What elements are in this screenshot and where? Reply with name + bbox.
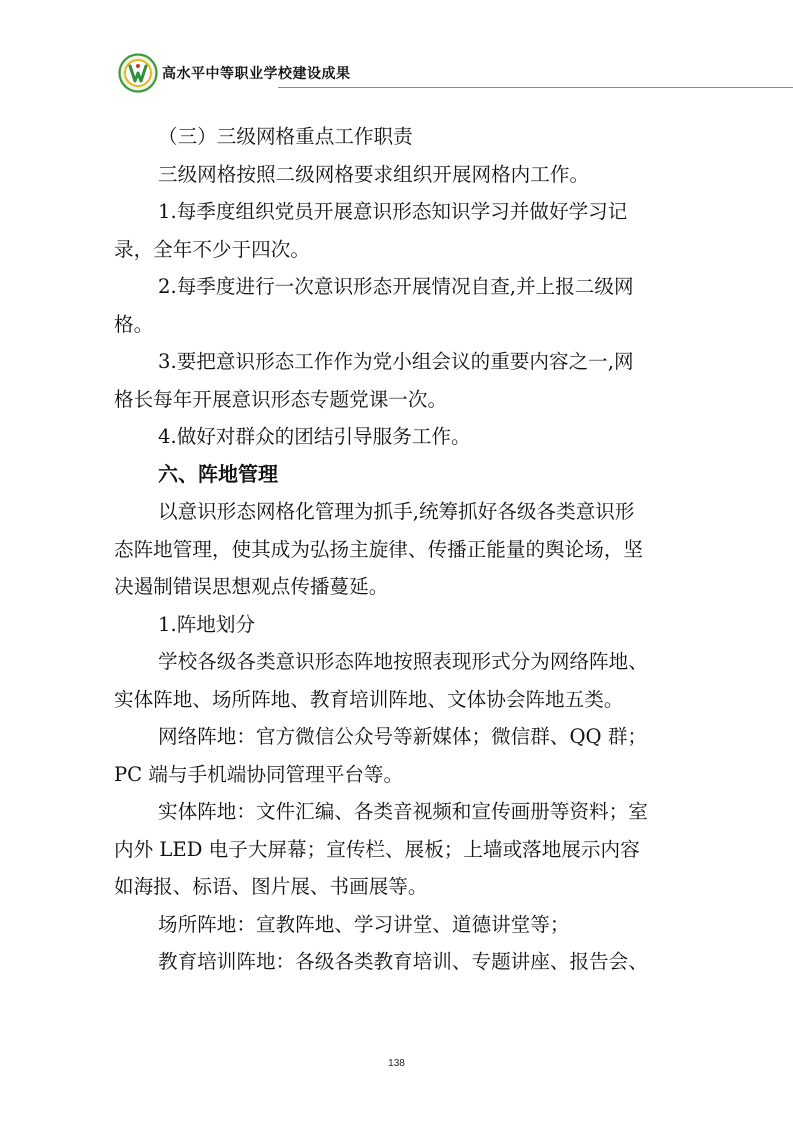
school-logo-icon — [118, 53, 158, 93]
paragraph-line: 决遏制错误思想观点传播蔓延。 — [114, 575, 389, 598]
paragraph-line: 态阵地管理，使其成为弘扬主旋律、传播正能量的舆论场，坚 — [114, 537, 644, 561]
paragraph-line: 2.每季度进行一次意识形态开展情况自查,并上报二级网 — [158, 275, 634, 298]
paragraph-line: 格。 — [114, 312, 154, 336]
page-number: 138 — [388, 1058, 405, 1069]
paragraph-line: 内外 LED 电子大屏幕；宣传栏、展板；上墙或落地展示内容 — [114, 837, 640, 861]
header-title: 高水平中等职业学校建设成果 — [162, 66, 351, 82]
header-divider — [278, 87, 793, 88]
paragraph-line: 实体阵地：文件汇编、各类音视频和宣传画册等资料；室 — [158, 800, 648, 823]
paragraph-line: 学校各级各类意识形态阵地按照表现形式分为网络阵地、 — [158, 650, 648, 673]
paragraph-line: 实体阵地、场所阵地、教育培训阵地、文体协会阵地五类。 — [114, 687, 624, 711]
paragraph-line: 网络阵地：官方微信公众号等新媒体；微信群、QQ 群； — [158, 725, 648, 748]
section-subheading: （三）三级网格重点工作职责 — [158, 125, 413, 148]
paragraph-line: 格长每年开展意识形态专题党课一次。 — [114, 387, 448, 411]
paragraph-line: 三级网格按照二级网格要求组织开展网格内工作。 — [158, 162, 590, 186]
paragraph-line: 如海报、标语、图片展、书画展等。 — [114, 875, 428, 898]
paragraph-line: 录，全年不少于四次。 — [114, 237, 310, 261]
paragraph-line: 4.做好对群众的团结引导服务工作。 — [158, 425, 471, 448]
page-header — [118, 53, 718, 93]
subsection-heading: 1.阵地划分 — [158, 612, 256, 636]
document-body — [114, 118, 680, 981]
section-heading: 六、阵地管理 — [158, 461, 278, 486]
paragraph-line: 1.每季度组织党员开展意识形态知识学习并做好学习记 — [158, 200, 628, 223]
paragraph-line: 3.要把意识形态工作作为党小组会议的重要内容之一,网 — [158, 350, 634, 373]
paragraph-line: 教育培训阵地：各级各类教育培训、专题讲座、报告会、 — [158, 950, 648, 973]
paragraph-line: 以意识形态网格化管理为抓手,统筹抓好各级各类意识形 — [158, 500, 635, 523]
paragraph-line: 场所阵地：宣教阵地、学习讲堂、道德讲堂等； — [158, 912, 570, 936]
paragraph-line: PC 端与手机端协同管理平台等。 — [114, 762, 404, 786]
